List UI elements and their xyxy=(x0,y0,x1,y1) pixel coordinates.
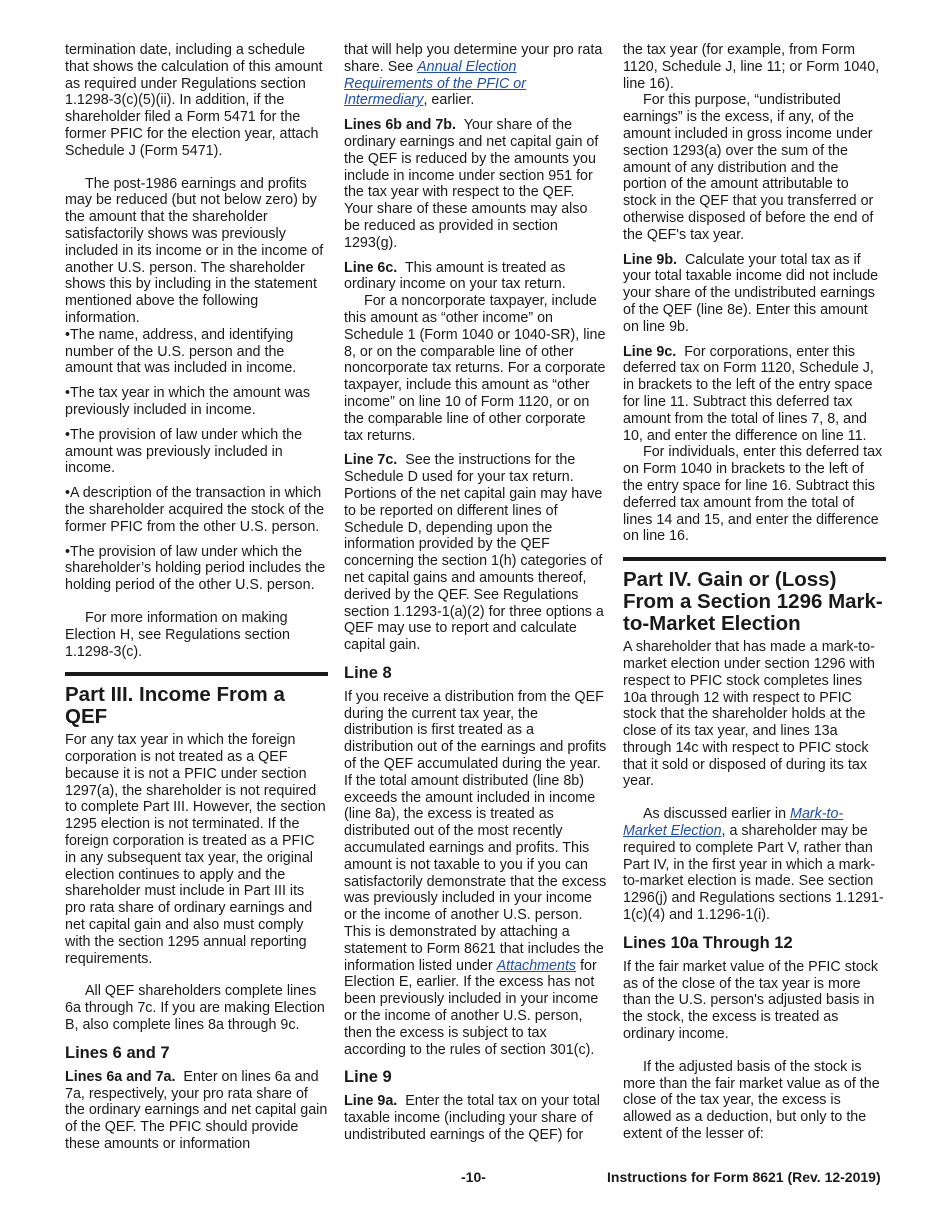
mark-to-market-link[interactable]: Mark-to-Market Election xyxy=(623,806,844,840)
column-1 xyxy=(65,42,328,1161)
paragraph: termination date, including a schedule that shows the calculation of this amount as required under Regulations section 1.1298-3(c)(5)(ii). In addition, if the shareholder filed a Form 5471 for the former PFIC for the election year, attach Schedule J (Form 5471). xyxy=(65,42,323,159)
line-text: Calculate your total tax as if your total taxable income did not include your share of the undistributed earnings of the QEF (line 8e). Enter this amount on line 9b. xyxy=(623,251,879,335)
paragraph xyxy=(623,806,886,924)
paragraph xyxy=(344,42,607,109)
paragraph xyxy=(344,1093,607,1143)
part-4-heading: Part IV. Gain or (Loss) From a Section 1296 Mark-to-Market Election xyxy=(623,568,883,636)
paragraph xyxy=(344,117,607,251)
line-text: Enter the total tax on your total taxable income (including your share of undistributed earnings of the QEF) for xyxy=(344,1093,600,1144)
text: If you receive a distribution from the QEF during the current tax year, the distribution is first treated as a distribution out of the earnings and profits of the QEF accumulated during the year. If the total amount distributed (line 8b) exceeds the amount included in income (line 8a), the excess is treated as distributed out of the most recently accumulated earnings and profits. This amount is not taxable to you if you can satisfactorily demonstrate that the excess was previously included in your income or the income of another U.S. person. This is demonstrated by attaching a statement to Form 8621 that includes the information listed under xyxy=(344,688,607,974)
page-number: -10- xyxy=(461,1169,486,1185)
line-9-heading: Line 9 xyxy=(344,1068,392,1087)
paragraph xyxy=(344,689,607,1059)
column-2 xyxy=(344,42,607,1152)
paragraph xyxy=(344,260,607,294)
part-3-heading: Part III. Income From a QEF xyxy=(65,683,285,729)
paragraph: the tax year (for example, from Form 1120, Schedule J, line 11; or Form 1040, line 16). xyxy=(623,42,880,92)
line-text: Enter on lines 6a and 7a, respectively, your pro rata share of the ordinary earnings and net capital gain of the QEF. The PFIC should provide these amounts or information xyxy=(65,1068,328,1153)
line-text: See the instructions for the Schedule D used for your tax return. Portions of the net capital gain may have to be reported on different lines of Schedule D, depending upon the information provided by the QEF concerning the section 1(h) categories of net capital gains and amounts thereof, derived by the QEF. See Regulations section 1.1293-1(a)(2) for three options a QEF may use to report and calculate capital gain. xyxy=(344,452,604,654)
bullet-item: • The provision of law under which the shareholder’s holding period includes the holding period of the other U.S. person. xyxy=(65,544,328,594)
attachments-link[interactable]: Attachments xyxy=(496,957,577,974)
paragraph xyxy=(623,252,886,336)
line-label: Line 7c. xyxy=(344,452,398,469)
text: for Election E, earlier. If the excess has not been previously included in your income or the income of another U.S. person, then the excess is subject to tax according to the rules of section 301(c). xyxy=(344,957,599,1058)
lines-10a-12-heading: Lines 10a Through 12 xyxy=(623,933,793,952)
paragraph: A shareholder that has made a mark-to-market election under section 1296 with respect to PFIC stock completes lines 10a through 12 with respect to PFIC stock that the shareholder holds at the close of its tax year, and lines 13a through 14c with respect to PFIC stock that it sold or disposed of during its tax year. xyxy=(623,639,875,790)
text: , earlier. xyxy=(423,92,475,109)
part-4-section xyxy=(623,557,886,1143)
bullet-item: • The provision of law under which the amount was previously included in income. xyxy=(65,427,328,477)
column-3 xyxy=(623,42,886,1151)
annual-election-link[interactable]: Annual Election Requirements of the PFIC or Intermediary xyxy=(344,58,526,109)
line-label: Line 9b. xyxy=(623,251,678,268)
paragraph: If the fair market value of the PFIC stock as of the close of the tax year is more than the U.S. person's adjusted basis in the stock, the excess is treated as ordinary income. xyxy=(623,958,879,1043)
text: As discussed earlier in xyxy=(643,806,787,823)
line-text: This amount is treated as ordinary income on your tax return. xyxy=(344,259,566,293)
paragraph xyxy=(344,452,607,654)
paragraph xyxy=(65,1069,328,1153)
paragraph: For more information on making Election H, see Regulations section 1.1298-3(c). xyxy=(65,609,290,660)
text: , a shareholder may be required to complete Part V, rather than Part IV, in the first year in which a mark-to-market election is made. See section 1296(j) and Regulations sections 1.1291-1(c)(4) and 1.1296-1(i). xyxy=(623,823,884,924)
paragraph: If the adjusted basis of the stock is more than the fair market value as of the close of the tax year, the excess is allowed as a deduction, but only to the extent of the lesser of: xyxy=(623,1058,880,1143)
paragraph: For any tax year in which the foreign corporation is not treated as a QEF because it is not a PFIC under section 1297(a), the shareholder is not required to complete Part III. However, the section 1295 election is not terminated. If the foreign corporation is treated as a PFIC in any subsequent tax year, the original election continues to apply and the shareholder must include in Part III its pro rata share of ordinary earnings and net capital gain and also must comply with the section 1295 annual reporting requirements. xyxy=(65,732,326,967)
line-label: Line 9a. xyxy=(344,1093,398,1110)
line-label: Line 6c. xyxy=(344,259,398,276)
paragraph: For individuals, enter this deferred tax on Form 1040 in brackets to the left of the entry space for line 16. Subtract this deferred tax amount from the total of lines 14 and 15, and enter the difference on line 16. xyxy=(623,444,883,545)
bullet-item: • A description of the transaction in which the shareholder acquired the stock of the former PFIC from the other U.S. person. xyxy=(65,485,328,535)
paragraph: The post-1986 earnings and profits may be reduced (but not below zero) by the amount that the shareholder satisfactorily shows was previously included in its income or in the income of another U.S. person. The shareholder shows this by including in the statement mentioned above the following information. xyxy=(65,175,324,326)
line-label: Lines 6a and 7a. xyxy=(65,1068,176,1085)
bullet-item: • The name, address, and identifying number of the U.S. person and the amount that was included in income. xyxy=(65,327,328,377)
lines-6-7-heading: Lines 6 and 7 xyxy=(65,1043,170,1062)
line-label: Lines 6b and 7b. xyxy=(344,117,457,134)
footer-title: Instructions for Form 8621 (Rev. 12-2019) xyxy=(607,1169,881,1185)
line-text: For corporations, enter this deferred tax on Form 1120, Schedule J, in brackets to the left of the entry space for line 11. Subtract this deferred tax amount from the total of lines 7, 8, and 10, and enter the difference on line 11. xyxy=(623,343,874,444)
paragraph xyxy=(623,344,886,445)
line-label: Line 9c. xyxy=(623,343,677,360)
part-3-section xyxy=(65,672,328,1153)
line-text: Your share of the ordinary earnings and net capital gain of the QEF is reduced by the amounts you include in income under section 951 for the tax year with respect to the QEF. Your share of these amounts may also be reduced as provided in section 1293(g). xyxy=(344,117,599,251)
paragraph: For this purpose, “undistributed earnings” is the excess, if any, of the amount included in gross income under section 1293(a) over the sum of the amount of any distribution and the portion of the amount attributable to stock in the QEF that you transferred or otherwise disposed of before the end of the QEF's tax year. xyxy=(623,92,874,243)
bullet-item: • The tax year in which the amount was previously included in income. xyxy=(65,385,328,419)
paragraph: For a noncorporate taxpayer, include this amount as “other income” on Schedule 1 (Form 1040 or 1040-SR), line 8, or on the comparable line of other noncorporate tax returns. For a corporate taxpayer, include this amount as “other income” on line 10 of Form 1120, or on the comparable line of other corporate tax returns. xyxy=(344,293,606,444)
text: that will help you determine your pro rata share. See xyxy=(344,42,603,75)
paragraph: All QEF shareholders complete lines 6a through 7c. If you are making Election B, also complete lines 8a through 9c. xyxy=(65,983,325,1034)
line-8-heading: Line 8 xyxy=(344,663,392,682)
